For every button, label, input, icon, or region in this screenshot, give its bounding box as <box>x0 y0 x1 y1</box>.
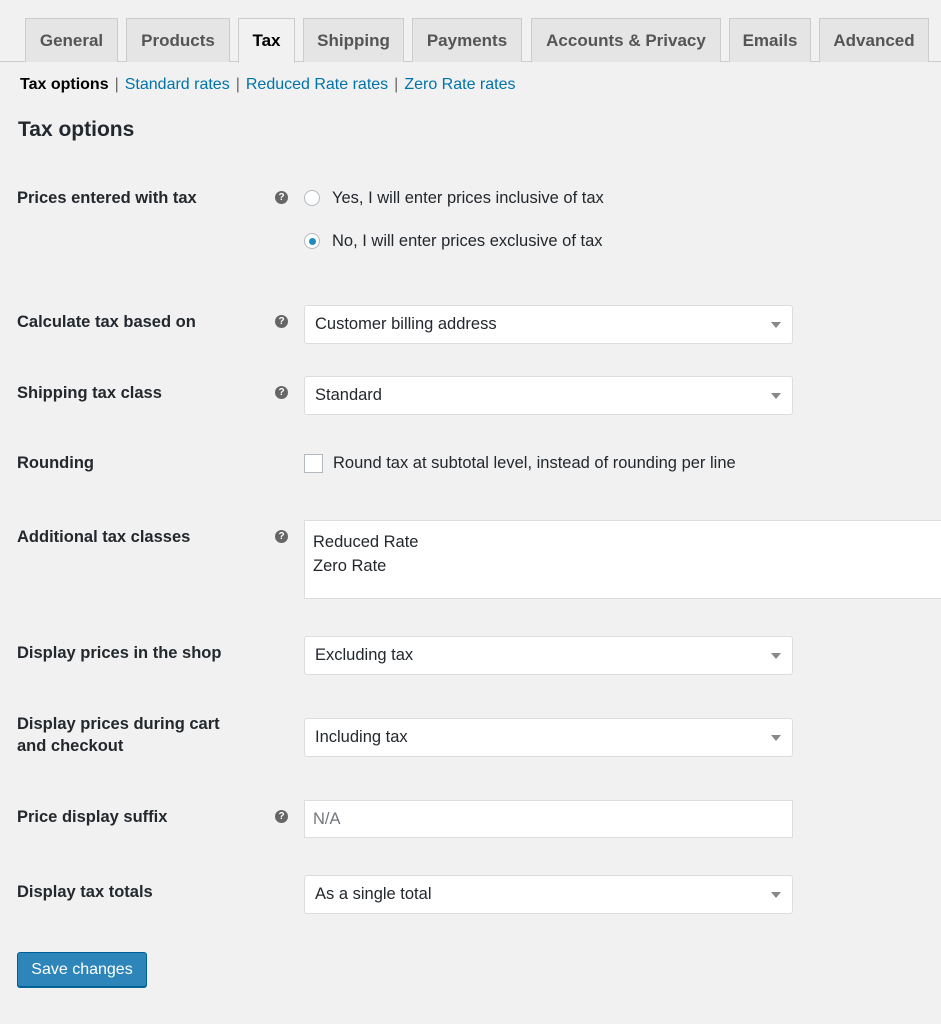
prices-entered-label: Prices entered with tax <box>17 189 197 207</box>
additional-tax-classes-textarea[interactable]: Reduced Rate Zero Rate <box>304 520 941 599</box>
calculate-tax-select[interactable] <box>304 305 793 344</box>
subnav-separator: | <box>394 76 399 93</box>
calculate-tax-label: Calculate tax based on <box>17 313 196 331</box>
rounding-checkbox-row[interactable] <box>304 452 736 474</box>
help-icon[interactable]: ? <box>275 810 288 823</box>
tab-shipping[interactable]: Shipping <box>303 18 404 62</box>
tab-advanced[interactable]: Advanced <box>819 18 929 62</box>
select-value: Excluding tax <box>315 646 414 664</box>
tab-accounts-privacy[interactable]: Accounts & Privacy <box>531 18 721 62</box>
chevron-down-icon <box>771 892 781 898</box>
display-tax-totals-select[interactable] <box>304 875 793 914</box>
radio-button[interactable] <box>304 233 320 249</box>
chevron-down-icon <box>771 735 781 741</box>
page-title: Tax options <box>18 118 135 141</box>
select-value: Including tax <box>315 728 408 746</box>
rounding-checkbox-label: Round tax at subtotal level, instead of rounding per line <box>333 453 736 472</box>
subnav-separator: | <box>114 76 119 93</box>
radio-prices-inclusive[interactable] <box>304 187 604 209</box>
tab-emails[interactable]: Emails <box>729 18 811 62</box>
tab-payments[interactable]: Payments <box>412 18 522 62</box>
display-prices-shop-label: Display prices in the shop <box>17 644 222 662</box>
price-suffix-label: Price display suffix <box>17 808 168 826</box>
help-icon[interactable]: ? <box>275 315 288 328</box>
select-value: Customer billing address <box>315 315 497 333</box>
label-line: Display prices during cart <box>17 715 220 733</box>
subnav-zero-rate-rates[interactable]: Zero Rate rates <box>404 76 516 93</box>
subnav-standard-rates[interactable]: Standard rates <box>124 76 230 93</box>
radio-label: No, I will enter prices exclusive of tax <box>332 231 603 250</box>
shipping-tax-class-select[interactable] <box>304 376 793 415</box>
display-prices-cart-label <box>17 713 220 757</box>
display-prices-shop-select[interactable] <box>304 636 793 675</box>
chevron-down-icon <box>771 393 781 399</box>
settings-tab-bar <box>0 0 941 62</box>
save-changes-button[interactable]: Save changes <box>17 952 147 987</box>
help-icon[interactable]: ? <box>275 191 288 204</box>
display-prices-cart-select[interactable] <box>304 718 793 757</box>
radio-selected-dot <box>309 238 316 245</box>
select-value: As a single total <box>315 885 432 903</box>
tab-tax[interactable]: Tax <box>238 18 295 63</box>
select-value: Standard <box>315 386 382 404</box>
subnav-tax-options: Tax options <box>20 76 109 93</box>
chevron-down-icon <box>771 653 781 659</box>
shipping-tax-class-label: Shipping tax class <box>17 384 162 402</box>
rounding-checkbox[interactable] <box>304 454 323 473</box>
display-tax-totals-label: Display tax totals <box>17 883 153 901</box>
radio-prices-exclusive[interactable] <box>304 230 603 252</box>
rounding-label: Rounding <box>17 454 94 472</box>
radio-button[interactable] <box>304 190 320 206</box>
help-icon[interactable]: ? <box>275 386 288 399</box>
radio-label: Yes, I will enter prices inclusive of tax <box>332 188 604 207</box>
subnav-separator: | <box>235 76 240 93</box>
additional-tax-classes-label: Additional tax classes <box>17 528 191 546</box>
tab-products[interactable]: Products <box>126 18 230 62</box>
price-suffix-input[interactable]: N/A <box>304 800 793 838</box>
label-line: and checkout <box>17 737 124 755</box>
subnav-reduced-rate-rates[interactable]: Reduced Rate rates <box>245 76 389 93</box>
help-icon[interactable]: ? <box>275 530 288 543</box>
chevron-down-icon <box>771 322 781 328</box>
tax-subnav <box>20 74 515 96</box>
tab-general[interactable]: General <box>25 18 118 62</box>
